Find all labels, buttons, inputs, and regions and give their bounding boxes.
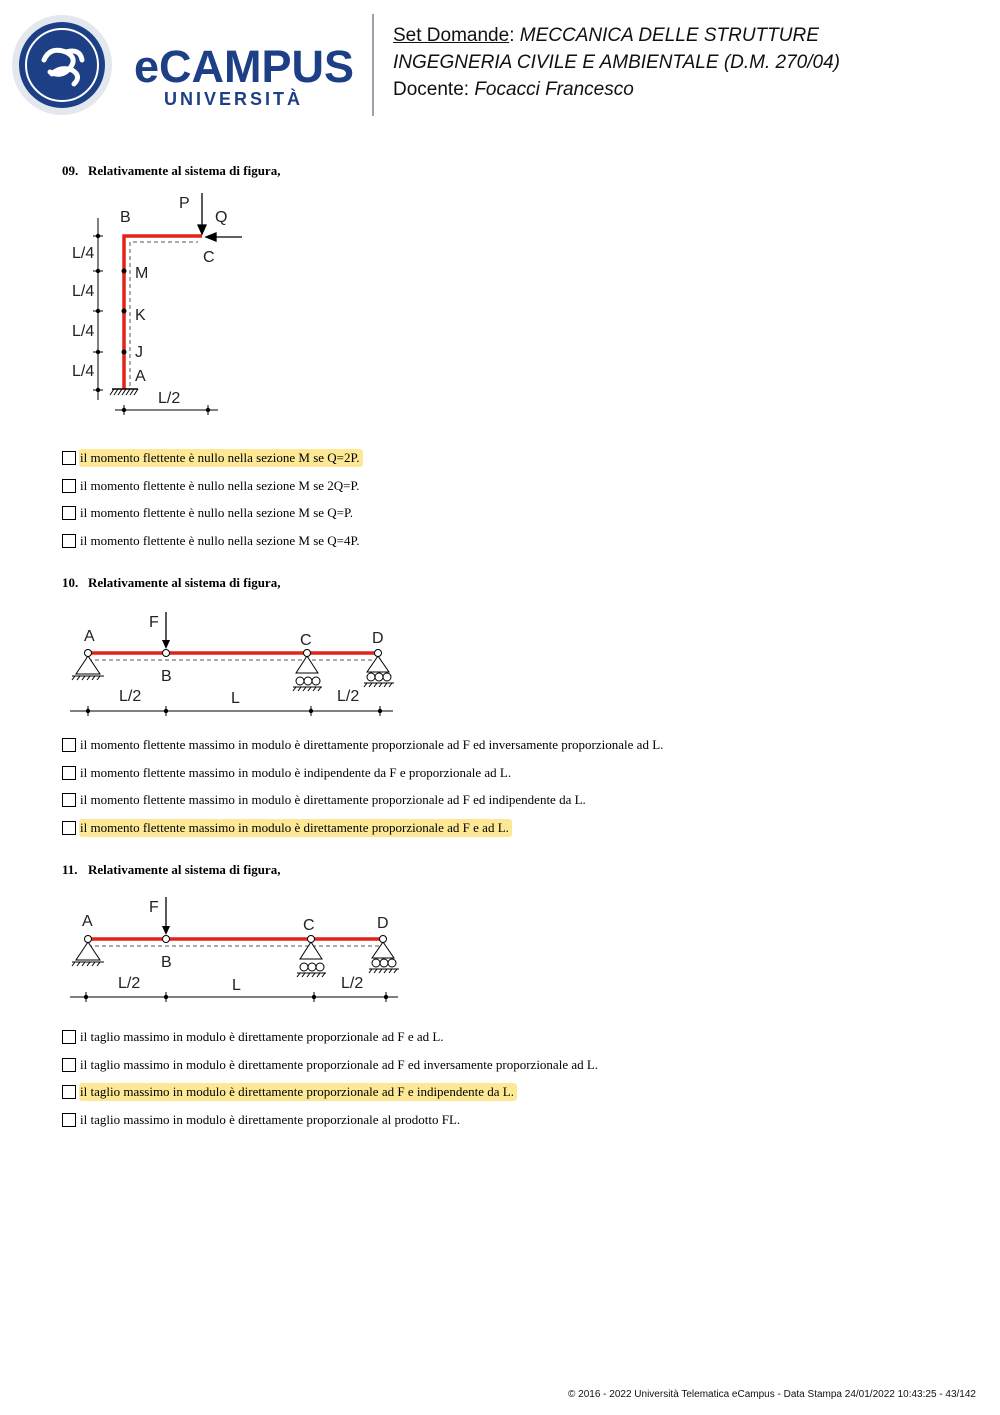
answer-option[interactable] <box>62 764 514 782</box>
answer-option[interactable] <box>62 449 363 467</box>
dim-label: L/4 <box>72 363 95 380</box>
docente-label: Docente: <box>393 79 470 100</box>
question-10-title <box>62 575 280 591</box>
point-label-a: A <box>84 628 95 645</box>
frame-figure <box>55 188 255 420</box>
answer-text: il momento flettente è nullo nella sezione M se Q=4P. <box>80 533 360 548</box>
answer-option[interactable] <box>62 736 666 754</box>
answer-checkbox[interactable] <box>62 738 76 752</box>
dim-label: L/2 <box>118 975 141 992</box>
load-q-arrowhead <box>206 233 216 241</box>
answer-option[interactable] <box>62 819 512 837</box>
question-number: 09. <box>62 163 79 178</box>
degree-line <box>393 49 840 76</box>
load-f-arrowhead <box>162 926 170 935</box>
logo-wordmark: eCAMPUS <box>134 41 355 92</box>
load-f-arrowhead <box>162 640 170 649</box>
answer-checkbox[interactable] <box>62 479 76 493</box>
answer-checkbox[interactable] <box>62 1030 76 1044</box>
answer-option[interactable] <box>62 1083 517 1101</box>
answer-option[interactable] <box>62 1056 601 1074</box>
question-11-title <box>62 862 280 878</box>
course-header <box>393 22 840 103</box>
question-number: 10. <box>62 575 79 590</box>
point-label-m: M <box>135 265 149 282</box>
point-label-d: D <box>372 630 384 647</box>
dim-label: L/2 <box>341 975 364 992</box>
point-label-b: B <box>120 209 131 226</box>
answer-text: il momento flettente è nullo nella sezione M se Q=2P. <box>79 449 363 467</box>
dim-label: L/2 <box>337 688 360 705</box>
set-line: Set Domande: MECCANICA DELLE STRUTTURE <box>393 25 819 46</box>
answer-checkbox[interactable] <box>62 451 76 465</box>
dim-label: L/4 <box>72 323 95 340</box>
point-label-b: B <box>161 954 172 971</box>
answer-option[interactable] <box>62 504 356 522</box>
beam-figure-q10 <box>65 605 405 720</box>
roller-support-d-icon <box>369 942 399 973</box>
answer-text: il momento flettente massimo in modulo è indipendente da F e proporzionale ad L. <box>80 765 512 780</box>
point-label-c: C <box>303 917 315 934</box>
point-label-c: C <box>203 249 215 266</box>
point-label-j: J <box>135 344 143 361</box>
roller-support-c-icon <box>297 942 326 977</box>
point-label-c: C <box>300 632 312 649</box>
answer-text: il taglio massimo in modulo è direttamente proporzionale ad F e indipendente da L. <box>79 1083 517 1101</box>
point-label-k: K <box>135 307 146 324</box>
point-label-b: B <box>161 668 172 685</box>
answer-text: il momento flettente massimo in modulo è direttamente proporzionale ad F e ad L. <box>79 819 512 837</box>
question-text: Relativamente al sistema di figura, <box>88 163 281 178</box>
answer-text: il taglio massimo in modulo è direttamente proporzionale ad F ed inversamente proporzionale ad L. <box>80 1057 599 1072</box>
answer-checkbox[interactable] <box>62 821 76 835</box>
header-divider <box>372 14 374 116</box>
load-p-arrowhead <box>198 225 206 234</box>
answer-option[interactable] <box>62 1111 463 1129</box>
docente-line <box>393 76 840 103</box>
load-label-f: F <box>149 614 159 631</box>
answer-checkbox[interactable] <box>62 506 76 520</box>
point-label-a: A <box>82 913 93 930</box>
pin-support-a-icon <box>72 942 104 966</box>
load-label-p: P <box>179 195 190 212</box>
beam-figure-q11 <box>65 892 410 1007</box>
logo-badge <box>19 22 105 108</box>
answer-text: il taglio massimo in modulo è direttamente proporzionale al prodotto FL. <box>80 1112 461 1127</box>
answer-text: il taglio massimo in modulo è direttamente proporzionale ad F e ad L. <box>80 1029 444 1044</box>
answer-option[interactable] <box>62 477 363 495</box>
point-label-d: D <box>377 915 389 932</box>
answer-text: il momento flettente massimo in modulo è direttamente proporzionale ad F ed inversamente proporzionale ad L. <box>80 737 664 752</box>
degree-title: INGEGNERIA CIVILE E AMBIENTALE (D.M. 270/04) <box>393 52 840 73</box>
ecampus-logo <box>10 10 370 120</box>
logo-subtitle: UNIVERSITÀ <box>164 89 304 109</box>
answer-checkbox[interactable] <box>62 793 76 807</box>
dim-label: L <box>231 690 240 707</box>
course-title: MECCANICA DELLE STRUTTURE <box>519 25 819 46</box>
question-text: Relativamente al sistema di figura, <box>88 862 281 877</box>
dim-label: L/2 <box>119 688 142 705</box>
question-09-title <box>62 163 280 179</box>
answer-option[interactable] <box>62 791 589 809</box>
load-label-q: Q <box>215 209 228 226</box>
answer-checkbox[interactable] <box>62 766 76 780</box>
set-label: Set Domande <box>393 25 510 46</box>
answer-checkbox[interactable] <box>62 1085 76 1099</box>
answer-text: il momento flettente è nullo nella sezione M se 2Q=P. <box>80 478 360 493</box>
fixed-support-icon <box>110 389 138 395</box>
hinge-b-icon <box>163 936 170 943</box>
answer-checkbox[interactable] <box>62 1113 76 1127</box>
point-label-a: A <box>135 368 146 385</box>
load-label-f: F <box>149 899 159 916</box>
dim-label: L/2 <box>158 390 181 407</box>
hinge-b-icon <box>163 650 170 657</box>
dimension-line <box>70 706 393 716</box>
answer-text: il momento flettente è nullo nella sezione M se Q=P. <box>80 505 354 520</box>
answer-option[interactable] <box>62 1028 447 1046</box>
dim-label: L <box>232 977 241 994</box>
page-footer: © 2016 - 2022 Università Telematica eCampus - Data Stampa 24/01/2022 10:43:25 - 43/142 <box>568 1389 976 1400</box>
pin-support-a-icon <box>72 656 104 680</box>
answer-checkbox[interactable] <box>62 534 76 548</box>
docente-name: Focacci Francesco <box>474 79 634 100</box>
answer-checkbox[interactable] <box>62 1058 76 1072</box>
question-text: Relativamente al sistema di figura, <box>88 575 281 590</box>
dim-label: L/4 <box>72 245 95 262</box>
answer-text: il momento flettente massimo in modulo è direttamente proporzionale ad F ed indipendente da L. <box>80 792 586 807</box>
answer-option[interactable] <box>62 532 363 550</box>
roller-support-c-icon <box>293 656 322 691</box>
dim-label: L/4 <box>72 283 95 300</box>
roller-support-d-icon <box>364 656 394 687</box>
question-number: 11. <box>62 862 78 877</box>
